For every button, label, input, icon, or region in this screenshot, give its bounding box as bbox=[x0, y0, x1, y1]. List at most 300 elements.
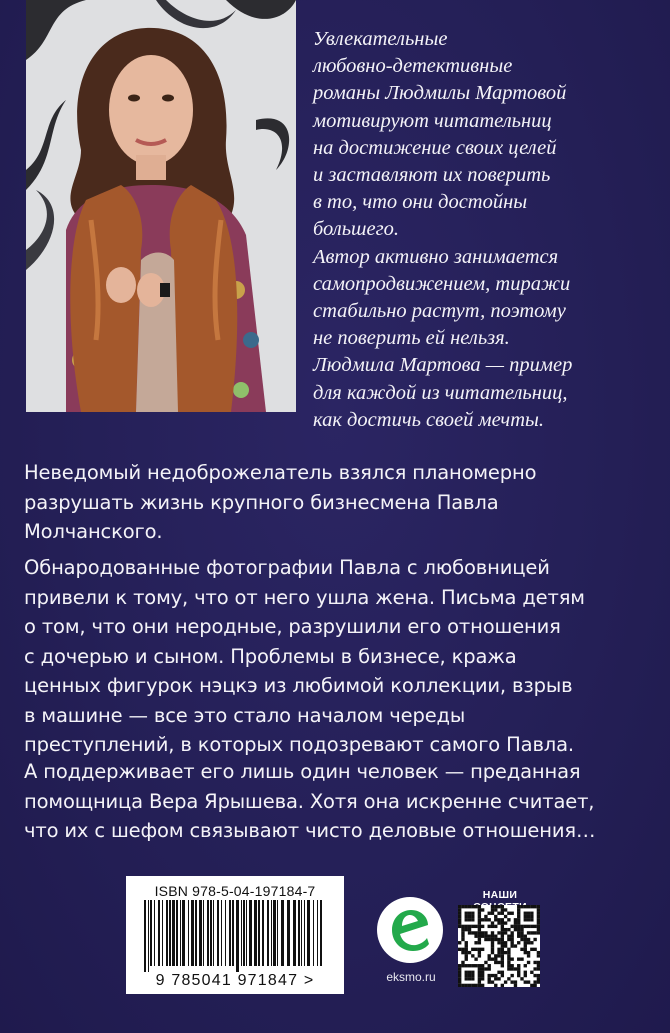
qr-module bbox=[497, 977, 500, 980]
qr-module bbox=[478, 915, 481, 918]
qr-module bbox=[465, 977, 468, 980]
qr-module bbox=[507, 964, 510, 967]
qr-module bbox=[537, 974, 540, 977]
qr-module bbox=[501, 974, 504, 977]
qr-module bbox=[504, 915, 507, 918]
qr-module bbox=[501, 921, 504, 924]
qr-module bbox=[517, 921, 520, 924]
qr-module bbox=[461, 938, 464, 941]
qr-module bbox=[517, 908, 520, 911]
bio-line: любовно-детективные bbox=[313, 55, 513, 78]
qr-module bbox=[474, 984, 477, 987]
qr-module bbox=[494, 957, 497, 960]
qr-module bbox=[458, 921, 461, 924]
barcode-bar bbox=[301, 900, 302, 966]
qr-module bbox=[510, 964, 513, 967]
qr-module bbox=[491, 908, 494, 911]
barcode-bar bbox=[154, 900, 155, 966]
blurb-line: А поддерживает его лишь один человек — преданная bbox=[24, 760, 581, 783]
qr-module bbox=[474, 964, 477, 967]
qr-module bbox=[507, 951, 510, 954]
isbn-label: ISBN 978-5-04-197184-7 bbox=[154, 883, 316, 899]
qr-module bbox=[517, 925, 520, 928]
qr-module bbox=[517, 915, 520, 918]
qr-module bbox=[491, 905, 494, 908]
barcode-bar bbox=[182, 900, 185, 966]
qr-module bbox=[497, 905, 500, 908]
barcode-bars bbox=[142, 900, 328, 972]
qr-module bbox=[461, 984, 464, 987]
blurb-paragraph-1 bbox=[24, 458, 654, 547]
barcode-bar bbox=[207, 900, 209, 966]
qr-module bbox=[501, 971, 504, 974]
qr-module bbox=[497, 951, 500, 954]
qr-module bbox=[471, 931, 474, 934]
qr-module bbox=[510, 925, 513, 928]
qr-module bbox=[527, 918, 530, 921]
barcode-bar bbox=[213, 900, 214, 966]
qr-module bbox=[520, 925, 523, 928]
qr-module bbox=[537, 905, 540, 908]
qr-module bbox=[501, 905, 504, 908]
bio-line: как достичь своей мечты. bbox=[313, 408, 545, 431]
qr-module bbox=[468, 974, 471, 977]
qr-module bbox=[465, 954, 468, 957]
qr-module bbox=[488, 935, 491, 938]
qr-module bbox=[524, 948, 527, 951]
qr-module bbox=[491, 944, 494, 947]
qr-module bbox=[501, 964, 504, 967]
qr-module bbox=[497, 961, 500, 964]
qr-module bbox=[494, 977, 497, 980]
qr-module bbox=[501, 951, 504, 954]
barcode-bar bbox=[277, 900, 278, 966]
qr-module bbox=[471, 954, 474, 957]
qr-module bbox=[465, 912, 468, 915]
qr-module bbox=[471, 912, 474, 915]
barcode-bar bbox=[229, 900, 231, 966]
barcode-bar bbox=[225, 900, 226, 966]
qr-module bbox=[524, 974, 527, 977]
qr-module bbox=[510, 944, 513, 947]
qr-module bbox=[491, 931, 494, 934]
qr-module bbox=[510, 967, 513, 970]
qr-module bbox=[488, 980, 491, 983]
qr-module bbox=[527, 954, 530, 957]
qr-module bbox=[478, 964, 481, 967]
qr-module bbox=[510, 941, 513, 944]
qr-module bbox=[468, 977, 471, 980]
qr-module bbox=[468, 915, 471, 918]
qr-module bbox=[488, 977, 491, 980]
blurb-line: разрушать жизнь крупного бизнесмена Павла bbox=[24, 490, 499, 514]
qr-module bbox=[468, 928, 471, 931]
qr-module bbox=[474, 935, 477, 938]
qr-module bbox=[491, 951, 494, 954]
qr-module bbox=[481, 931, 484, 934]
qr-module bbox=[488, 957, 491, 960]
qr-module bbox=[507, 918, 510, 921]
qr-module bbox=[520, 928, 523, 931]
qr-module bbox=[474, 905, 477, 908]
qr-module bbox=[530, 925, 533, 928]
bio-line: мотивируют читательниц bbox=[313, 109, 552, 132]
qr-module bbox=[491, 948, 494, 951]
qr-module bbox=[507, 961, 510, 964]
qr-module bbox=[527, 980, 530, 983]
qr-module bbox=[504, 928, 507, 931]
qr-module bbox=[484, 918, 487, 921]
qr-module bbox=[461, 905, 464, 908]
eksmo-logo-icon bbox=[376, 896, 444, 964]
qr-module bbox=[458, 974, 461, 977]
barcode-bar bbox=[273, 900, 276, 966]
qr-module bbox=[537, 977, 540, 980]
qr-module bbox=[517, 967, 520, 970]
qr-module bbox=[501, 961, 504, 964]
qr-module bbox=[533, 974, 536, 977]
qr-module bbox=[471, 948, 474, 951]
author-photo bbox=[26, 0, 296, 412]
qr-module bbox=[488, 938, 491, 941]
qr-module bbox=[478, 971, 481, 974]
qr-module bbox=[478, 967, 481, 970]
qr-module bbox=[478, 908, 481, 911]
qr-module bbox=[484, 931, 487, 934]
qr-module bbox=[481, 925, 484, 928]
qr-module bbox=[533, 931, 536, 934]
qr-module bbox=[488, 912, 491, 915]
barcode-bar bbox=[210, 900, 212, 966]
qr-module bbox=[527, 951, 530, 954]
qr-module bbox=[497, 954, 500, 957]
qr-module bbox=[468, 984, 471, 987]
barcode-bar bbox=[246, 900, 247, 966]
blurb-line: Обнародованные фотографии Павла с любовницей bbox=[24, 556, 550, 579]
qr-module bbox=[533, 967, 536, 970]
qr-module bbox=[507, 957, 510, 960]
qr-module bbox=[517, 918, 520, 921]
barcode-bar bbox=[176, 900, 178, 966]
barcode-bar bbox=[236, 900, 239, 972]
qr-module bbox=[471, 925, 474, 928]
qr-module bbox=[484, 938, 487, 941]
qr-module bbox=[481, 948, 484, 951]
qr-module bbox=[471, 971, 474, 974]
qr-module bbox=[497, 948, 500, 951]
qr-module bbox=[517, 928, 520, 931]
qr-module bbox=[527, 931, 530, 934]
qr-module bbox=[474, 931, 477, 934]
qr-module bbox=[461, 961, 464, 964]
qr-module bbox=[501, 948, 504, 951]
qr-module bbox=[501, 944, 504, 947]
qr-module bbox=[520, 935, 523, 938]
qr-module bbox=[478, 954, 481, 957]
qr-module bbox=[517, 957, 520, 960]
barcode-bar bbox=[307, 900, 310, 966]
barcode-bar bbox=[267, 900, 269, 966]
qr-module bbox=[481, 967, 484, 970]
qr-module bbox=[533, 984, 536, 987]
qr-module bbox=[494, 918, 497, 921]
bio-line: в то, что они достойны bbox=[313, 191, 528, 214]
barcode-bar bbox=[169, 900, 171, 966]
qr-module bbox=[465, 964, 468, 967]
barcode-bar bbox=[158, 900, 160, 966]
qr-module bbox=[517, 941, 520, 944]
qr-module bbox=[501, 938, 504, 941]
barcode-bar bbox=[287, 900, 290, 966]
qr-module bbox=[497, 912, 500, 915]
qr-module bbox=[461, 951, 464, 954]
qr-module bbox=[491, 912, 494, 915]
qr-module bbox=[514, 921, 517, 924]
bio-line: не поверить ей нельзя. bbox=[313, 327, 510, 350]
qr-module bbox=[514, 925, 517, 928]
qr-module bbox=[478, 921, 481, 924]
bio-line: большего. bbox=[313, 218, 399, 241]
qr-module bbox=[510, 912, 513, 915]
qr-module bbox=[537, 931, 540, 934]
qr-module bbox=[474, 948, 477, 951]
blurb-line: Неведомый недоброжелатель взялся планомерно bbox=[24, 461, 537, 484]
qr-module bbox=[461, 964, 464, 967]
barcode-bar bbox=[180, 900, 181, 966]
blurb-paragraph-3 bbox=[24, 757, 654, 846]
qr-module bbox=[517, 905, 520, 908]
barcode-bar bbox=[249, 900, 252, 966]
qr-module bbox=[488, 964, 491, 967]
qr-module bbox=[530, 971, 533, 974]
barcode-bar bbox=[144, 900, 146, 972]
qr-module bbox=[530, 905, 533, 908]
qr-module bbox=[461, 928, 464, 931]
blurb-line: помощница Вера Ярышева. Хотя она искренне считает, bbox=[24, 789, 595, 813]
qr-module bbox=[461, 948, 464, 951]
qr-module bbox=[478, 938, 481, 941]
qr-module bbox=[484, 967, 487, 970]
qr-module bbox=[530, 948, 533, 951]
qr-module bbox=[537, 921, 540, 924]
qr-module bbox=[507, 928, 510, 931]
qr-module bbox=[461, 925, 464, 928]
qr-module bbox=[491, 980, 494, 983]
bio-line: для каждой из читательниц, bbox=[313, 381, 568, 404]
qr-module bbox=[524, 925, 527, 928]
bio-line: и заставляют их поверить bbox=[313, 164, 551, 187]
qr-module bbox=[497, 971, 500, 974]
qr-module bbox=[478, 977, 481, 980]
qr-module bbox=[517, 931, 520, 934]
barcode-bar bbox=[191, 900, 194, 966]
qr-module bbox=[507, 938, 510, 941]
qr-module bbox=[488, 918, 491, 921]
barcode-bar bbox=[241, 900, 242, 966]
qr-module bbox=[478, 935, 481, 938]
qr-module bbox=[465, 925, 468, 928]
qr-module bbox=[488, 974, 491, 977]
qr-module bbox=[465, 971, 468, 974]
qr-module bbox=[478, 948, 481, 951]
qr-module bbox=[471, 977, 474, 980]
qr-module bbox=[465, 915, 468, 918]
blurb-line: в машине — все это стало началом череды bbox=[24, 703, 466, 727]
bio-line: романы Людмилы Мартовой bbox=[313, 82, 567, 105]
barcode-bar bbox=[217, 900, 219, 966]
qr-module bbox=[501, 957, 504, 960]
qr-module bbox=[494, 938, 497, 941]
qr-module bbox=[497, 941, 500, 944]
qr-module bbox=[465, 941, 468, 944]
barcode-bar bbox=[221, 900, 222, 966]
barcode-bar bbox=[203, 900, 204, 966]
barcode-bar bbox=[162, 900, 163, 966]
qr-module bbox=[501, 931, 504, 934]
qr-module bbox=[510, 931, 513, 934]
qr-module bbox=[481, 964, 484, 967]
qr-module bbox=[530, 918, 533, 921]
qr-module bbox=[537, 915, 540, 918]
barcode-bar bbox=[188, 900, 189, 966]
qr-module bbox=[474, 925, 477, 928]
qr-module bbox=[458, 925, 461, 928]
qr-module bbox=[533, 948, 536, 951]
qr-module bbox=[458, 918, 461, 921]
qr-module bbox=[504, 951, 507, 954]
qr-module bbox=[471, 974, 474, 977]
qr-module bbox=[514, 967, 517, 970]
qr-module bbox=[471, 905, 474, 908]
qr-module bbox=[478, 905, 481, 908]
blurb-line: что их с шефом связывают чисто деловые отношения… bbox=[24, 819, 596, 842]
qr-module bbox=[533, 938, 536, 941]
qr-module bbox=[504, 921, 507, 924]
bio-line: Увлекательные bbox=[313, 28, 448, 50]
qr-module bbox=[465, 951, 468, 954]
qr-module bbox=[458, 980, 461, 983]
qr-module bbox=[507, 948, 510, 951]
qr-module bbox=[468, 971, 471, 974]
qr-module bbox=[537, 908, 540, 911]
qr-module bbox=[501, 928, 504, 931]
bio-line: самопродвижением, тиражи bbox=[313, 272, 571, 295]
bio-line: на достижение своих целей bbox=[313, 136, 557, 159]
qr-module bbox=[497, 918, 500, 921]
qr-module bbox=[458, 984, 461, 987]
qr-module bbox=[468, 964, 471, 967]
qr-module bbox=[478, 951, 481, 954]
qr-module bbox=[517, 935, 520, 938]
qr-module bbox=[504, 931, 507, 934]
qr-module bbox=[501, 941, 504, 944]
barcode-bar bbox=[172, 900, 175, 966]
socials-label: НАШИ bbox=[482, 889, 518, 901]
qr-module bbox=[494, 915, 497, 918]
qr-module bbox=[478, 925, 481, 928]
qr-module bbox=[510, 957, 513, 960]
qr-module bbox=[524, 944, 527, 947]
qr-module bbox=[491, 925, 494, 928]
qr-module bbox=[458, 915, 461, 918]
qr-module bbox=[530, 915, 533, 918]
qr-module bbox=[478, 931, 481, 934]
qr-module bbox=[478, 984, 481, 987]
qr-module bbox=[517, 912, 520, 915]
qr-module bbox=[484, 935, 487, 938]
qr-module bbox=[501, 984, 504, 987]
barcode-bar bbox=[320, 900, 322, 966]
qr-code-icon bbox=[458, 905, 540, 987]
qr-module bbox=[497, 938, 500, 941]
qr-module bbox=[514, 928, 517, 931]
qr-module bbox=[507, 935, 510, 938]
qr-module bbox=[468, 905, 471, 908]
qr-module bbox=[524, 935, 527, 938]
qr-module bbox=[504, 908, 507, 911]
qr-module bbox=[537, 954, 540, 957]
qr-module bbox=[471, 915, 474, 918]
qr-module bbox=[497, 931, 500, 934]
qr-module bbox=[520, 931, 523, 934]
qr-module bbox=[501, 908, 504, 911]
qr-module bbox=[488, 954, 491, 957]
qr-module bbox=[533, 961, 536, 964]
qr-module bbox=[465, 928, 468, 931]
qr-module bbox=[494, 905, 497, 908]
blurb-line: Молчанского. bbox=[24, 520, 163, 543]
qr-module bbox=[514, 980, 517, 983]
qr-module bbox=[474, 941, 477, 944]
qr-module bbox=[504, 980, 507, 983]
qr-module bbox=[530, 984, 533, 987]
qr-module bbox=[501, 912, 504, 915]
barcode-bar bbox=[281, 900, 284, 966]
qr-module bbox=[481, 935, 484, 938]
qr-module bbox=[507, 912, 510, 915]
barcode-bar bbox=[254, 900, 257, 966]
qr-module bbox=[484, 961, 487, 964]
qr-module bbox=[471, 984, 474, 987]
qr-module bbox=[491, 938, 494, 941]
qr-module bbox=[458, 977, 461, 980]
qr-module bbox=[510, 935, 513, 938]
qr-module bbox=[481, 974, 484, 977]
qr-module bbox=[461, 931, 464, 934]
qr-module bbox=[527, 961, 530, 964]
qr-module bbox=[465, 905, 468, 908]
qr-module bbox=[527, 925, 530, 928]
qr-module bbox=[465, 948, 468, 951]
qr-module bbox=[517, 964, 520, 967]
barcode-bar bbox=[317, 900, 318, 966]
qr-module bbox=[461, 935, 464, 938]
qr-module bbox=[478, 912, 481, 915]
qr-module bbox=[524, 951, 527, 954]
qr-module bbox=[491, 941, 494, 944]
qr-module bbox=[520, 957, 523, 960]
qr-module bbox=[524, 971, 527, 974]
qr-module bbox=[527, 912, 530, 915]
qr-module bbox=[471, 964, 474, 967]
qr-module bbox=[517, 971, 520, 974]
author-photo-image bbox=[26, 0, 296, 412]
qr-module bbox=[488, 967, 491, 970]
blurb-line: преступлений, в которых подозревают самого Павла. bbox=[24, 733, 574, 756]
qr-module bbox=[494, 925, 497, 928]
qr-module bbox=[468, 925, 471, 928]
barcode-bar bbox=[271, 900, 272, 966]
